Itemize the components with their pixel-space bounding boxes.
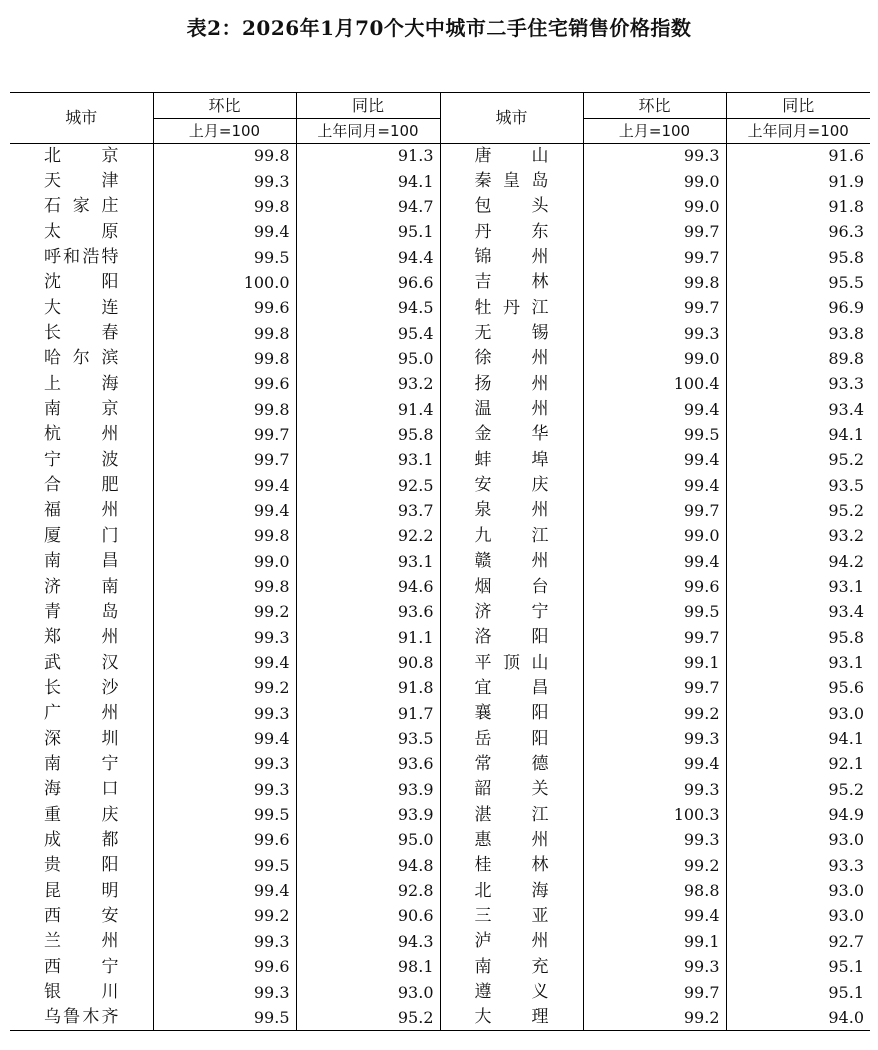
right-mom-cell: 99.6 bbox=[583, 574, 726, 599]
right-yoy-cell: 93.5 bbox=[726, 473, 870, 498]
left-city-cell: 福州 bbox=[44, 500, 119, 521]
left-city-cell: 哈尔滨 bbox=[44, 348, 119, 369]
yoy-header-left: 同比 bbox=[296, 93, 440, 119]
right-yoy-cell: 93.0 bbox=[726, 878, 870, 903]
left-mom-cell: 99.3 bbox=[153, 625, 296, 650]
left-city-cell: 青岛 bbox=[44, 601, 119, 622]
left-yoy-cell: 95.0 bbox=[296, 346, 440, 371]
table-row bbox=[10, 904, 870, 929]
left-mom-cell: 99.5 bbox=[153, 853, 296, 878]
table-row bbox=[10, 726, 870, 751]
right-mom-cell: 99.4 bbox=[583, 473, 726, 498]
left-city-cell: 大连 bbox=[44, 297, 119, 318]
right-yoy-cell: 95.8 bbox=[726, 625, 870, 650]
right-city-cell: 安庆 bbox=[440, 473, 583, 498]
left-mom-cell: 99.3 bbox=[153, 169, 296, 194]
left-city-cell: 宁波 bbox=[44, 449, 119, 470]
right-mom-cell: 99.1 bbox=[583, 650, 726, 675]
table-row bbox=[10, 853, 870, 878]
left-yoy-cell: 93.2 bbox=[296, 372, 440, 397]
left-yoy-cell: 93.5 bbox=[296, 726, 440, 751]
left-mom-cell: 99.3 bbox=[153, 929, 296, 954]
right-city-cell: 南充 bbox=[440, 955, 583, 980]
right-mom-cell: 99.3 bbox=[583, 777, 726, 802]
left-mom-cell: 99.3 bbox=[153, 701, 296, 726]
table-body bbox=[10, 144, 870, 1031]
left-mom-cell: 99.0 bbox=[153, 549, 296, 574]
right-yoy-cell: 93.3 bbox=[726, 372, 870, 397]
left-mom-cell: 99.8 bbox=[153, 321, 296, 346]
left-city-cell: 石家庄 bbox=[44, 196, 119, 217]
right-city-cell: 无锡 bbox=[440, 321, 583, 346]
left-yoy-cell: 92.5 bbox=[296, 473, 440, 498]
left-mom-cell: 99.4 bbox=[153, 473, 296, 498]
right-city-cell: 宜昌 bbox=[440, 676, 583, 701]
left-yoy-cell: 93.6 bbox=[296, 600, 440, 625]
right-yoy-cell: 91.6 bbox=[726, 144, 870, 169]
right-mom-cell: 98.8 bbox=[583, 878, 726, 903]
table-row bbox=[10, 574, 870, 599]
table-row bbox=[10, 422, 870, 447]
table-row bbox=[10, 346, 870, 371]
left-mom-cell: 99.6 bbox=[153, 372, 296, 397]
right-city-cell: 韶关 bbox=[440, 777, 583, 802]
yoy-base-left: 上年同月=100 bbox=[296, 119, 440, 144]
table-row bbox=[10, 650, 870, 675]
left-city-cell: 济南 bbox=[44, 576, 119, 597]
left-city-cell: 成都 bbox=[44, 829, 119, 850]
mom-header-left: 环比 bbox=[153, 93, 296, 119]
left-yoy-cell: 93.1 bbox=[296, 549, 440, 574]
left-city-cell: 武汉 bbox=[44, 652, 119, 673]
right-yoy-cell: 94.9 bbox=[726, 802, 870, 827]
left-city-cell: 海口 bbox=[44, 779, 119, 800]
left-mom-cell: 99.6 bbox=[153, 296, 296, 321]
left-city-cell: 上海 bbox=[44, 373, 119, 394]
right-mom-cell: 99.4 bbox=[583, 397, 726, 422]
left-yoy-cell: 93.9 bbox=[296, 777, 440, 802]
right-city-cell: 秦皇岛 bbox=[440, 169, 583, 194]
left-city-cell: 太原 bbox=[44, 221, 119, 242]
left-city-cell: 呼和浩特 bbox=[44, 247, 119, 268]
right-yoy-cell: 93.1 bbox=[726, 650, 870, 675]
price-index-table bbox=[10, 92, 870, 1031]
right-mom-cell: 99.7 bbox=[583, 980, 726, 1005]
right-mom-cell: 99.4 bbox=[583, 904, 726, 929]
left-city-cell: 合肥 bbox=[44, 475, 119, 496]
right-mom-cell: 99.3 bbox=[583, 955, 726, 980]
table-row bbox=[10, 1005, 870, 1030]
table-row bbox=[10, 600, 870, 625]
right-yoy-cell: 95.2 bbox=[726, 777, 870, 802]
left-mom-cell: 99.4 bbox=[153, 726, 296, 751]
left-mom-cell: 99.8 bbox=[153, 524, 296, 549]
table-row bbox=[10, 296, 870, 321]
left-mom-cell: 99.8 bbox=[153, 346, 296, 371]
left-city-cell: 南昌 bbox=[44, 551, 119, 572]
right-city-cell: 惠州 bbox=[440, 828, 583, 853]
left-yoy-cell: 92.8 bbox=[296, 878, 440, 903]
table-row bbox=[10, 828, 870, 853]
right-city-cell: 蚌埠 bbox=[440, 448, 583, 473]
left-mom-cell: 99.2 bbox=[153, 904, 296, 929]
right-city-cell: 泉州 bbox=[440, 498, 583, 523]
right-mom-cell: 99.7 bbox=[583, 498, 726, 523]
table-row bbox=[10, 245, 870, 270]
right-mom-cell: 99.7 bbox=[583, 676, 726, 701]
table-row bbox=[10, 549, 870, 574]
left-yoy-cell: 95.0 bbox=[296, 828, 440, 853]
right-mom-cell: 99.2 bbox=[583, 701, 726, 726]
left-city-cell: 重庆 bbox=[44, 804, 119, 825]
left-yoy-cell: 95.4 bbox=[296, 321, 440, 346]
left-city-cell: 天津 bbox=[44, 171, 119, 192]
right-mom-cell: 99.3 bbox=[583, 321, 726, 346]
left-mom-cell: 99.8 bbox=[153, 397, 296, 422]
table-row bbox=[10, 321, 870, 346]
city-header-right: 城市 bbox=[440, 93, 583, 144]
right-city-cell: 三亚 bbox=[440, 904, 583, 929]
right-city-cell: 襄阳 bbox=[440, 701, 583, 726]
right-city-cell: 济宁 bbox=[440, 600, 583, 625]
right-mom-cell: 99.0 bbox=[583, 169, 726, 194]
right-yoy-cell: 94.0 bbox=[726, 1005, 870, 1030]
right-mom-cell: 99.3 bbox=[583, 726, 726, 751]
right-yoy-cell: 94.1 bbox=[726, 726, 870, 751]
left-city-cell: 南宁 bbox=[44, 753, 119, 774]
right-city-cell: 湛江 bbox=[440, 802, 583, 827]
right-yoy-cell: 95.2 bbox=[726, 498, 870, 523]
yoy-header-right: 同比 bbox=[726, 93, 870, 119]
right-mom-cell: 99.7 bbox=[583, 625, 726, 650]
right-city-cell: 北海 bbox=[440, 878, 583, 903]
left-yoy-cell: 94.1 bbox=[296, 169, 440, 194]
right-mom-cell: 99.0 bbox=[583, 524, 726, 549]
left-city-cell: 杭州 bbox=[44, 424, 119, 445]
right-yoy-cell: 93.0 bbox=[726, 828, 870, 853]
left-yoy-cell: 90.8 bbox=[296, 650, 440, 675]
table-row bbox=[10, 701, 870, 726]
left-city-cell: 郑州 bbox=[44, 627, 119, 648]
right-yoy-cell: 95.5 bbox=[726, 270, 870, 295]
mom-base-right: 上月=100 bbox=[583, 119, 726, 144]
mom-base-left: 上月=100 bbox=[153, 119, 296, 144]
left-city-cell: 乌鲁木齐 bbox=[10, 1005, 153, 1030]
left-yoy-cell: 94.7 bbox=[296, 194, 440, 219]
left-city-cell: 深圳 bbox=[44, 728, 119, 749]
left-yoy-cell: 94.5 bbox=[296, 296, 440, 321]
right-yoy-cell: 89.8 bbox=[726, 346, 870, 371]
right-city-cell: 包头 bbox=[440, 194, 583, 219]
right-mom-cell: 99.8 bbox=[583, 270, 726, 295]
left-mom-cell: 99.6 bbox=[153, 828, 296, 853]
left-mom-cell: 99.5 bbox=[153, 802, 296, 827]
right-city-cell: 温州 bbox=[440, 397, 583, 422]
left-yoy-cell: 91.3 bbox=[296, 144, 440, 169]
table-row bbox=[10, 980, 870, 1005]
left-mom-cell: 100.0 bbox=[153, 270, 296, 295]
left-yoy-cell: 94.6 bbox=[296, 574, 440, 599]
left-yoy-cell: 98.1 bbox=[296, 955, 440, 980]
right-mom-cell: 99.7 bbox=[583, 296, 726, 321]
right-mom-cell: 99.2 bbox=[583, 853, 726, 878]
right-city-cell: 丹东 bbox=[440, 220, 583, 245]
city-header-left: 城市 bbox=[10, 93, 153, 144]
table-row bbox=[10, 144, 870, 169]
left-mom-cell: 99.5 bbox=[153, 1005, 296, 1030]
right-yoy-cell: 93.3 bbox=[726, 853, 870, 878]
right-city-cell: 赣州 bbox=[440, 549, 583, 574]
table-row bbox=[10, 448, 870, 473]
left-mom-cell: 99.3 bbox=[153, 980, 296, 1005]
right-yoy-cell: 94.2 bbox=[726, 549, 870, 574]
right-city-cell: 唐山 bbox=[440, 144, 583, 169]
left-yoy-cell: 96.6 bbox=[296, 270, 440, 295]
right-city-cell: 烟台 bbox=[440, 574, 583, 599]
left-mom-cell: 99.4 bbox=[153, 878, 296, 903]
left-mom-cell: 99.3 bbox=[153, 752, 296, 777]
table-row bbox=[10, 220, 870, 245]
table-row bbox=[10, 194, 870, 219]
left-city-cell: 北京 bbox=[44, 145, 119, 166]
table-row bbox=[10, 676, 870, 701]
table-row bbox=[10, 372, 870, 397]
right-mom-cell: 99.4 bbox=[583, 549, 726, 574]
left-yoy-cell: 93.7 bbox=[296, 498, 440, 523]
table-row bbox=[10, 802, 870, 827]
right-city-cell: 九江 bbox=[440, 524, 583, 549]
right-city-cell: 洛阳 bbox=[440, 625, 583, 650]
right-yoy-cell: 93.0 bbox=[726, 701, 870, 726]
table-row bbox=[10, 498, 870, 523]
right-yoy-cell: 93.1 bbox=[726, 574, 870, 599]
right-mom-cell: 99.7 bbox=[583, 245, 726, 270]
table-row bbox=[10, 169, 870, 194]
left-yoy-cell: 94.8 bbox=[296, 853, 440, 878]
left-mom-cell: 99.5 bbox=[153, 245, 296, 270]
left-yoy-cell: 91.4 bbox=[296, 397, 440, 422]
table-row bbox=[10, 878, 870, 903]
right-mom-cell: 99.5 bbox=[583, 422, 726, 447]
right-yoy-cell: 95.1 bbox=[726, 955, 870, 980]
left-yoy-cell: 91.1 bbox=[296, 625, 440, 650]
left-mom-cell: 99.4 bbox=[153, 650, 296, 675]
left-city-cell: 长春 bbox=[44, 323, 119, 344]
left-city-cell: 长沙 bbox=[44, 677, 119, 698]
right-yoy-cell: 93.4 bbox=[726, 397, 870, 422]
left-city-cell: 兰州 bbox=[44, 931, 119, 952]
left-yoy-cell: 91.7 bbox=[296, 701, 440, 726]
left-yoy-cell: 93.0 bbox=[296, 980, 440, 1005]
right-mom-cell: 99.4 bbox=[583, 448, 726, 473]
right-yoy-cell: 95.1 bbox=[726, 980, 870, 1005]
left-city-cell: 广州 bbox=[44, 703, 119, 724]
left-mom-cell: 99.4 bbox=[153, 220, 296, 245]
mom-header-right: 环比 bbox=[583, 93, 726, 119]
right-yoy-cell: 92.1 bbox=[726, 752, 870, 777]
left-city-cell: 南京 bbox=[44, 399, 119, 420]
right-city-cell: 桂林 bbox=[440, 853, 583, 878]
left-city-cell: 沈阳 bbox=[44, 272, 119, 293]
left-mom-cell: 99.2 bbox=[153, 600, 296, 625]
right-city-cell: 大理 bbox=[440, 1005, 583, 1030]
table-row bbox=[10, 473, 870, 498]
right-mom-cell: 99.0 bbox=[583, 346, 726, 371]
right-mom-cell: 99.3 bbox=[583, 828, 726, 853]
right-yoy-cell: 93.8 bbox=[726, 321, 870, 346]
right-yoy-cell: 92.7 bbox=[726, 929, 870, 954]
right-city-cell: 徐州 bbox=[440, 346, 583, 371]
right-yoy-cell: 93.4 bbox=[726, 600, 870, 625]
left-city-cell: 西安 bbox=[44, 905, 119, 926]
table-row bbox=[10, 397, 870, 422]
right-city-cell: 牡丹江 bbox=[440, 296, 583, 321]
left-mom-cell: 99.3 bbox=[153, 777, 296, 802]
right-mom-cell: 99.7 bbox=[583, 220, 726, 245]
yoy-base-right: 上年同月=100 bbox=[726, 119, 870, 144]
left-mom-cell: 99.7 bbox=[153, 422, 296, 447]
left-yoy-cell: 93.9 bbox=[296, 802, 440, 827]
left-yoy-cell: 95.1 bbox=[296, 220, 440, 245]
left-mom-cell: 99.8 bbox=[153, 574, 296, 599]
right-city-cell: 锦州 bbox=[440, 245, 583, 270]
left-city-cell: 银川 bbox=[44, 982, 119, 1003]
right-yoy-cell: 96.9 bbox=[726, 296, 870, 321]
table-row bbox=[10, 752, 870, 777]
right-city-cell: 泸州 bbox=[440, 929, 583, 954]
right-city-cell: 岳阳 bbox=[440, 726, 583, 751]
table-row bbox=[10, 524, 870, 549]
right-city-cell: 吉林 bbox=[440, 270, 583, 295]
page-title: 表2：2026年1月70个大中城市二手住宅销售价格指数 bbox=[186, 16, 692, 40]
right-mom-cell: 100.4 bbox=[583, 372, 726, 397]
right-mom-cell: 99.1 bbox=[583, 929, 726, 954]
right-mom-cell: 99.4 bbox=[583, 752, 726, 777]
right-mom-cell: 99.0 bbox=[583, 194, 726, 219]
left-city-cell: 贵阳 bbox=[44, 855, 119, 876]
right-city-cell: 常德 bbox=[440, 752, 583, 777]
table-row bbox=[10, 625, 870, 650]
right-city-cell: 遵义 bbox=[440, 980, 583, 1005]
right-yoy-cell: 91.9 bbox=[726, 169, 870, 194]
left-city-cell: 厦门 bbox=[44, 525, 119, 546]
right-mom-cell: 99.3 bbox=[583, 144, 726, 169]
left-yoy-cell: 95.8 bbox=[296, 422, 440, 447]
left-yoy-cell: 95.2 bbox=[296, 1005, 440, 1030]
left-city-cell: 昆明 bbox=[44, 880, 119, 901]
right-mom-cell: 99.5 bbox=[583, 600, 726, 625]
left-yoy-cell: 91.8 bbox=[296, 676, 440, 701]
table-row bbox=[10, 270, 870, 295]
left-mom-cell: 99.2 bbox=[153, 676, 296, 701]
left-city-cell: 西宁 bbox=[44, 956, 119, 977]
right-yoy-cell: 93.2 bbox=[726, 524, 870, 549]
right-city-cell: 金华 bbox=[440, 422, 583, 447]
left-yoy-cell: 93.1 bbox=[296, 448, 440, 473]
right-city-cell: 扬州 bbox=[440, 372, 583, 397]
left-yoy-cell: 93.6 bbox=[296, 752, 440, 777]
left-mom-cell: 99.4 bbox=[153, 498, 296, 523]
right-yoy-cell: 95.8 bbox=[726, 245, 870, 270]
left-mom-cell: 99.7 bbox=[153, 448, 296, 473]
left-mom-cell: 99.8 bbox=[153, 144, 296, 169]
header-row-1 bbox=[10, 93, 870, 119]
table-row bbox=[10, 929, 870, 954]
right-city-cell: 平顶山 bbox=[440, 650, 583, 675]
right-mom-cell: 100.3 bbox=[583, 802, 726, 827]
left-yoy-cell: 94.3 bbox=[296, 929, 440, 954]
right-yoy-cell: 95.2 bbox=[726, 448, 870, 473]
right-yoy-cell: 93.0 bbox=[726, 904, 870, 929]
right-yoy-cell: 91.8 bbox=[726, 194, 870, 219]
left-yoy-cell: 92.2 bbox=[296, 524, 440, 549]
left-mom-cell: 99.6 bbox=[153, 955, 296, 980]
right-yoy-cell: 96.3 bbox=[726, 220, 870, 245]
right-yoy-cell: 95.6 bbox=[726, 676, 870, 701]
right-yoy-cell: 94.1 bbox=[726, 422, 870, 447]
left-yoy-cell: 94.4 bbox=[296, 245, 440, 270]
table-row bbox=[10, 777, 870, 802]
left-yoy-cell: 90.6 bbox=[296, 904, 440, 929]
left-mom-cell: 99.8 bbox=[153, 194, 296, 219]
right-mom-cell: 99.2 bbox=[583, 1005, 726, 1030]
table-row bbox=[10, 955, 870, 980]
